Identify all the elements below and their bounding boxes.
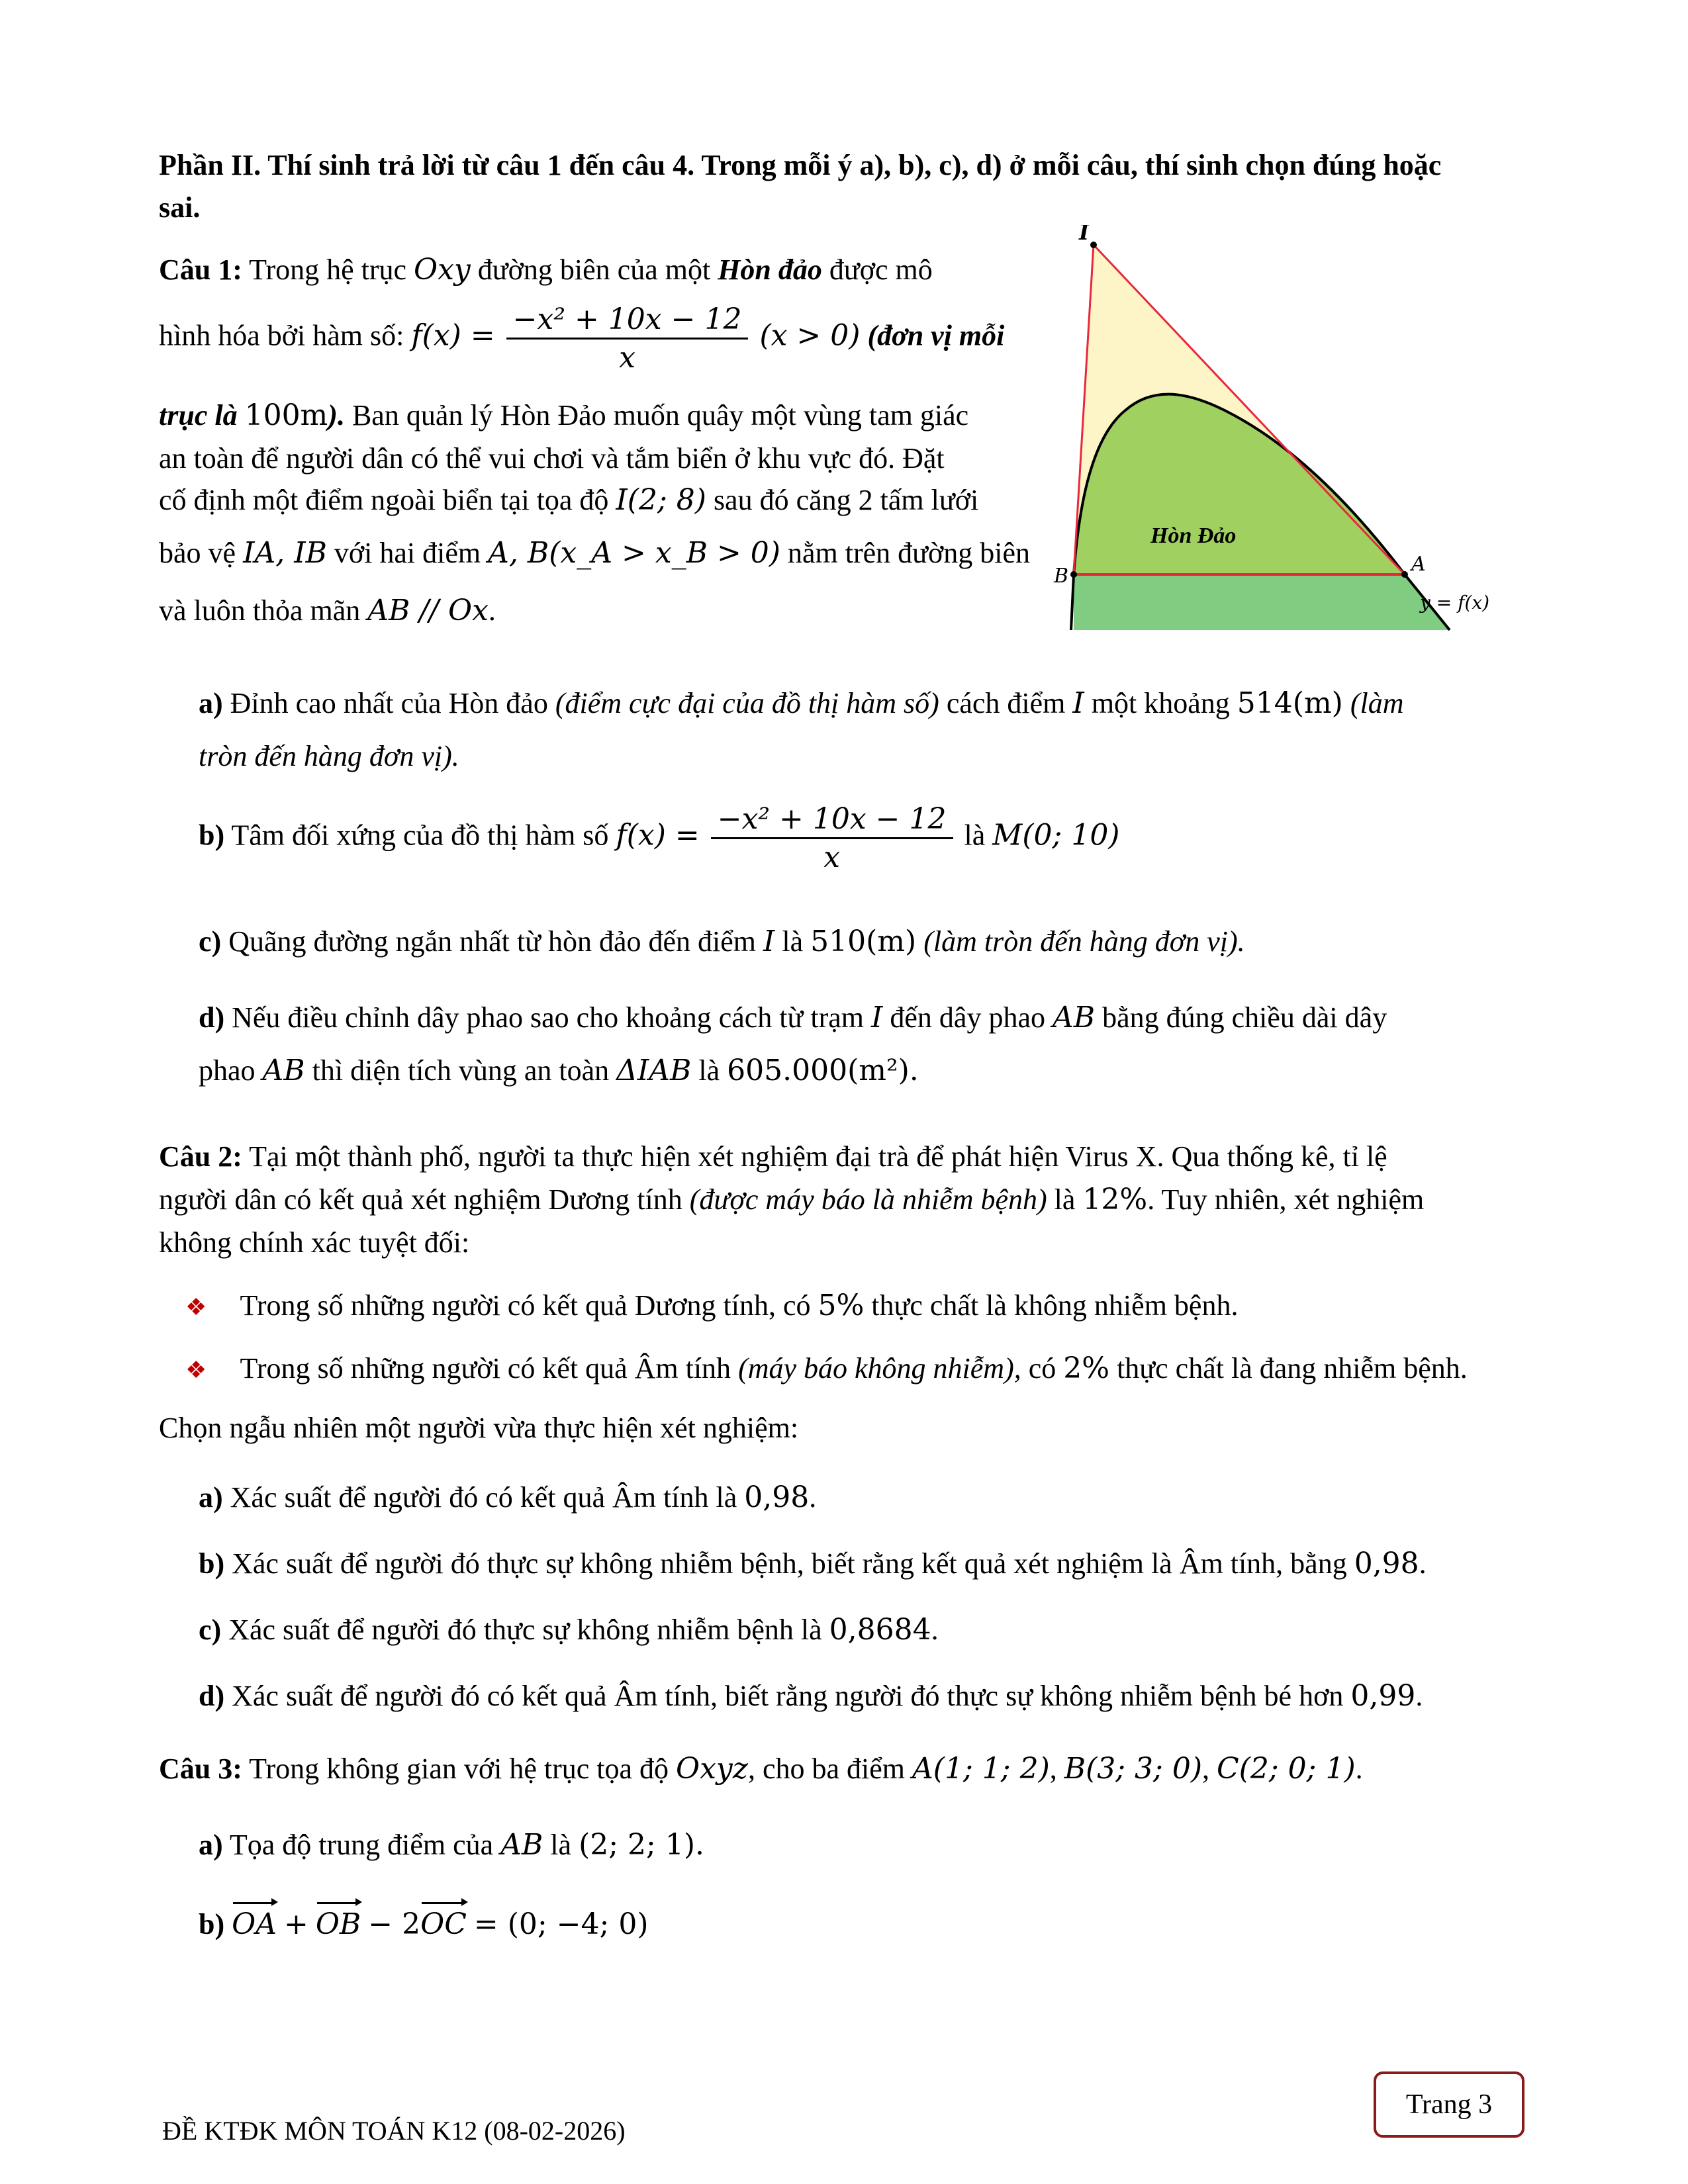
- q1-option-c: [199, 923, 1245, 960]
- text: Xác suất để người đó có kết quả Âm tính, biết rằng người đó thực sự không nhiễm bệnh bé hơn: [232, 1680, 1344, 1712]
- label-A: A: [1411, 553, 1426, 576]
- island-region: [1074, 394, 1405, 574]
- math-I: I: [1072, 686, 1084, 720]
- option-tag: c): [199, 1614, 222, 1646]
- math-percent: 2%: [1063, 1351, 1110, 1385]
- math-AB-condition: A, B(x_A > x_B > 0): [488, 536, 780, 570]
- math-fx: f(x) =: [616, 818, 700, 852]
- text: hình hóa bởi hàm số:: [159, 319, 404, 352]
- math-oxyz: Oxyz: [676, 1752, 748, 1786]
- fraction: [711, 801, 953, 876]
- q2-option-d: [199, 1678, 1423, 1714]
- q2-line3: không chính xác tuyệt đối:: [159, 1226, 470, 1259]
- option-tag: b): [199, 1547, 225, 1580]
- text: và luôn thỏa mãn: [159, 594, 361, 627]
- math-AB: AB: [262, 1054, 305, 1087]
- text: phao: [199, 1054, 256, 1087]
- text: .: [488, 594, 496, 627]
- text: Ban quản lý Hòn Đảo muốn quây một vùng tam giác: [352, 399, 969, 432]
- text: Tọa độ trung điểm của: [229, 1829, 494, 1861]
- fraction: [506, 301, 749, 376]
- option-tag: d): [199, 1680, 225, 1712]
- vector-OA: OA: [232, 1907, 277, 1941]
- option-tag: b): [199, 1908, 225, 1940]
- unit-note: (đơn vị mỗi: [867, 319, 1005, 352]
- q2-line1: [159, 1138, 1387, 1175]
- text: bảo vệ: [159, 537, 236, 569]
- option-tag: a): [199, 1481, 223, 1514]
- math-midpoint: (2; 2; 1).: [579, 1828, 704, 1862]
- q1-option-d-cont: [199, 1052, 919, 1089]
- text: cách điểm: [946, 687, 1066, 719]
- q2-line2: [159, 1181, 1424, 1218]
- option-tag: a): [199, 687, 223, 719]
- vector-OC: OC: [420, 1907, 467, 1941]
- text: Xác suất để người đó thực sự không nhiễm bệnh là: [228, 1614, 822, 1646]
- section-header-line2: sai.: [159, 191, 201, 224]
- text: Tâm đối xứng của đồ thị hàm số: [231, 819, 609, 852]
- math-value: 0,98: [1354, 1547, 1419, 1580]
- text: được mô: [829, 253, 933, 286]
- text: Trong không gian với hệ trục tọa độ: [249, 1752, 669, 1785]
- q3-option-a: [199, 1827, 704, 1863]
- italic-note: (được máy báo là nhiễm bệnh): [689, 1183, 1047, 1216]
- q2-bullet-1: [185, 1287, 1238, 1324]
- fraction-numerator: −x² + 10x − 12: [506, 301, 749, 340]
- q3-label: Câu 3:: [159, 1752, 242, 1785]
- math-distance: 514(m): [1237, 686, 1343, 720]
- q1-line6: [159, 535, 1030, 571]
- page-number: Trang 3: [1405, 2089, 1493, 2120]
- text: .: [809, 1481, 817, 1514]
- q1-line3: [159, 397, 968, 433]
- q3-line1: Câu 3: Trong không gian với hệ trục tọa độ Oxyz, cho ba điểm A(1; 1; 2), B(3; 3; 0), C(2; 0; 1).: [159, 1752, 1363, 1786]
- q2-bullet-2: [185, 1350, 1468, 1387]
- math-100m: 100m: [244, 398, 328, 432]
- q2-choose: Chọn ngẫu nhiên một người vừa thực hiện xét nghiệm:: [159, 1412, 799, 1444]
- math-value: 0,8684: [829, 1613, 931, 1647]
- option-tag: d): [199, 1001, 225, 1034]
- q2-option-b: [199, 1545, 1427, 1582]
- label-B: B: [1054, 565, 1069, 588]
- math-I: I: [871, 1001, 883, 1034]
- math-triangle-IAB: ΔIAB: [616, 1054, 692, 1087]
- text: là: [782, 925, 804, 958]
- unit-note-end: ).: [328, 399, 345, 432]
- fraction-numerator: −x² + 10x − 12: [711, 801, 953, 839]
- math-distance: 510(m): [810, 925, 917, 958]
- q1-line7: [159, 592, 496, 629]
- q1-line5: [159, 482, 978, 518]
- text: là: [698, 1054, 720, 1087]
- math-point-C: C(2; 0; 1): [1217, 1752, 1356, 1786]
- italic-note: (làm: [1350, 687, 1404, 719]
- diamond-bullet-icon: ❖: [185, 1357, 207, 1383]
- q2-option-c: [199, 1612, 939, 1648]
- text: , cho ba điểm: [747, 1752, 906, 1785]
- operator: +: [283, 1907, 308, 1941]
- q3-option-b: [199, 1906, 649, 1942]
- option-tag: c): [199, 925, 222, 958]
- text: sau đó căng 2 tấm lưới: [713, 484, 979, 516]
- curve-label: y = f(x): [1420, 592, 1490, 614]
- island-label: Hòn Đảo: [1150, 523, 1237, 548]
- italic-note: (điểm cực đại của đồ thị hàm số): [555, 687, 939, 719]
- math-percent: 12%: [1082, 1183, 1148, 1216]
- island-figure: [1053, 225, 1529, 635]
- label-I: I: [1079, 225, 1089, 245]
- q1-line2: [159, 301, 1004, 376]
- text: bằng đúng chiều dài dây: [1102, 1001, 1387, 1034]
- math-result: = (0; −4; 0): [473, 1907, 649, 1941]
- text: thực chất là không nhiễm bệnh.: [871, 1289, 1239, 1322]
- q1-label: Câu 1:: [159, 253, 242, 286]
- text: .: [931, 1614, 939, 1646]
- text: . Tuy nhiên, xét nghiệm: [1147, 1183, 1425, 1216]
- math-area: 605.000(m²).: [727, 1054, 919, 1087]
- unit-note: trục là: [159, 399, 238, 432]
- q1-line1: [159, 251, 933, 288]
- italic-note: (làm tròn đến hàng đơn vị).: [923, 925, 1245, 958]
- math-point-A: A(1; 1; 2): [912, 1752, 1050, 1786]
- text: Nếu điều chỉnh dây phao sao cho khoảng cách từ trạm: [232, 1001, 864, 1034]
- q1-option-a-cont: tròn đến hàng đơn vị).: [199, 740, 459, 772]
- text: .: [1419, 1547, 1427, 1580]
- math-condition: (x > 0): [759, 318, 861, 353]
- text: Đỉnh cao nhất của Hòn đảo: [230, 687, 548, 719]
- q1-line4: an toàn để người dân có thể vui chơi và tắm biển ở khu vực đó. Đặt: [159, 442, 945, 475]
- text: Quãng đường ngắn nhất từ hòn đảo đến điểm: [228, 925, 756, 958]
- option-tag: b): [199, 819, 225, 852]
- math-value: 0,98: [744, 1480, 810, 1514]
- italic-note: (máy báo không nhiễm),: [738, 1352, 1021, 1385]
- point-A: [1401, 571, 1408, 578]
- text: Xác suất để người đó thực sự không nhiễm bệnh, biết rằng kết quả xét nghiệm là Âm tính, bằng: [232, 1547, 1347, 1580]
- point-B: [1070, 571, 1077, 578]
- math-fx: f(x) =: [411, 318, 495, 353]
- footer-exam-title: ĐỀ KTĐK MÔN TOÁN K12 (08-02-2026): [162, 2116, 626, 2146]
- math-value: 0,99: [1350, 1679, 1416, 1713]
- diamond-bullet-icon: ❖: [185, 1294, 207, 1320]
- math-point-M: M(0; 10): [992, 818, 1120, 852]
- text: thì diện tích vùng an toàn: [312, 1054, 610, 1087]
- option-tag: a): [199, 1829, 223, 1861]
- text: là: [964, 819, 986, 852]
- text: một khoảng: [1091, 687, 1230, 719]
- math-point-B: B(3; 3; 0): [1064, 1752, 1203, 1786]
- q1-option-d: [199, 999, 1387, 1036]
- q2-option-a: [199, 1479, 816, 1516]
- page-number-box: [1374, 2071, 1524, 2138]
- point-I: [1090, 242, 1097, 248]
- text: đường biên của một: [477, 253, 711, 286]
- math-AB: AB: [500, 1828, 543, 1862]
- text: nằm trên đường biên: [787, 537, 1030, 569]
- q1-option-b: [199, 801, 1119, 876]
- text: Trong số những người có kết quả Dương tính, có: [240, 1289, 811, 1322]
- text: cố định một điểm ngoài biển tại tọa độ: [159, 484, 609, 516]
- text: Trong hệ trục: [249, 253, 407, 286]
- text: với hai điểm: [334, 537, 481, 569]
- text: đến dây phao: [890, 1001, 1045, 1034]
- q1-option-a: [199, 685, 1404, 721]
- text: .: [1415, 1680, 1423, 1712]
- text: có: [1028, 1352, 1056, 1385]
- text: là: [550, 1829, 572, 1861]
- text: Trong số những người có kết quả Âm tính: [240, 1352, 731, 1385]
- text: thực chất là đang nhiễm bệnh.: [1117, 1352, 1468, 1385]
- operator: − 2: [368, 1907, 421, 1941]
- math-oxy: Oxy: [414, 253, 471, 287]
- text: là: [1054, 1183, 1076, 1216]
- math-I: I: [763, 925, 775, 958]
- math-IA-IB: IA, IB: [243, 536, 327, 570]
- text: Xác suất để người đó có kết quả Âm tính là: [230, 1481, 737, 1514]
- text: người dân có kết quả xét nghiệm Dương tính: [159, 1183, 682, 1216]
- math-AB-parallel-Ox: AB // Ox: [367, 594, 489, 627]
- fraction-denominator: x: [823, 841, 841, 874]
- island-term: Hòn đảo: [718, 253, 822, 286]
- q2-label: Câu 2:: [159, 1140, 242, 1173]
- fraction-denominator: x: [619, 341, 635, 375]
- section-header-line1: Phần II. Thí sinh trả lời từ câu 1 đến câu 4. Trong mỗi ý a), b), c), d) ở mỗi câu, thí sinh chọn đúng hoặc: [159, 149, 1442, 181]
- math-percent: 5%: [818, 1289, 865, 1322]
- text: Tại một thành phố, người ta thực hiện xét nghiệm đại trà để phát hiện Virus X. Qua thống kê, tỉ lệ: [249, 1140, 1387, 1173]
- vector-OB: OB: [315, 1907, 361, 1941]
- sea-region: [1074, 574, 1450, 630]
- math-AB: AB: [1052, 1001, 1096, 1034]
- math-point-I: I(2; 8): [616, 483, 706, 517]
